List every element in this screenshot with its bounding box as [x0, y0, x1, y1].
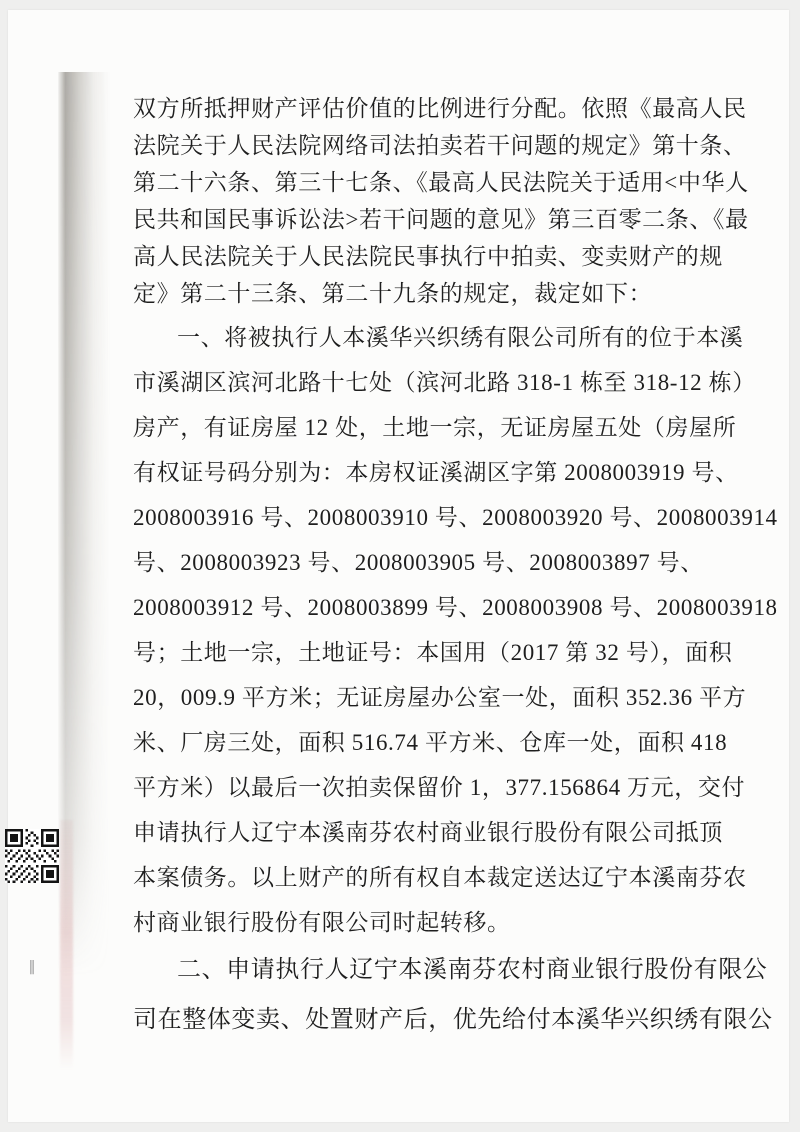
text-line: 2008003912 号、2008003899 号、2008003908 号、2008003918 — [133, 595, 778, 620]
paragraph-preamble — [133, 90, 751, 312]
page-number-mark: ‖ — [28, 959, 36, 975]
text-line: 房产，有证房屋 12 处，土地一宗，无证房屋五处（房屋所 — [133, 415, 737, 440]
gutter-pink-streak — [60, 820, 73, 1070]
text-line: 定》第二十三条、第二十九条的规定，裁定如下： — [133, 281, 653, 306]
text-line: 号、2008003923 号、2008003905 号、2008003897 号、 — [133, 550, 704, 575]
text-line: 村商业银行股份有限公司时起转移。 — [133, 910, 511, 935]
text-line: 高人民法院关于人民法院民事执行中拍卖、变卖财产的规 — [133, 244, 723, 269]
text-line: 市溪湖区滨河北路十七处（滨河北路 318-1 栋至 318-12 栋） — [133, 370, 756, 395]
text-line: 二、申请执行人辽宁本溪南芬农村商业银行股份有限公 — [177, 957, 768, 983]
text-line: 号；土地一宗，土地证号：本国用（2017 第 32 号），面积 — [133, 640, 733, 665]
ruling-item-2 — [133, 945, 773, 1045]
text-line: 法院关于人民法院网络司法拍卖若干问题的规定》第十条、 — [133, 133, 747, 158]
text-line: 第二十六条、第三十七条、《最高人民法院关于适用<中华人 — [133, 170, 749, 195]
text-line: 双方所抵押财产评估价值的比例进行分配。依照《最高人民 — [133, 96, 747, 121]
text-line: 20，009.9 平方米；无证房屋办公室一处，面积 352.36 平方 — [133, 685, 747, 710]
text-line: 申请执行人辽宁本溪南芬农村商业银行股份有限公司抵顶 — [133, 820, 723, 845]
text-line: 司在整体变卖、处置财产后，优先给付本溪华兴织绣有限公 — [133, 1007, 773, 1033]
text-line: 本案债务。以上财产的所有权自本裁定送达辽宁本溪南芬农 — [133, 865, 747, 890]
text-line: 平方米）以最后一次拍卖保留价 1，377.156864 万元，交付 — [133, 775, 746, 800]
qr-code-icon — [5, 828, 59, 884]
text-line: 2008003916 号、2008003910 号、2008003920 号、2008003914 — [133, 505, 778, 530]
document-page — [8, 10, 789, 1122]
text-line: 一、将被执行人本溪华兴织绣有限公司所有的位于本溪 — [177, 325, 744, 350]
text-line: 民共和国民事诉讼法>若干问题的意见》第三百零二条、《最 — [133, 207, 749, 232]
ruling-item-1 — [133, 315, 778, 945]
text-line: 米、厂房三处，面积 516.74 平方米、仓库一处，面积 418 — [133, 730, 728, 755]
text-line: 有权证号码分别为：本房权证溪湖区字第 2008003919 号、 — [133, 460, 739, 485]
